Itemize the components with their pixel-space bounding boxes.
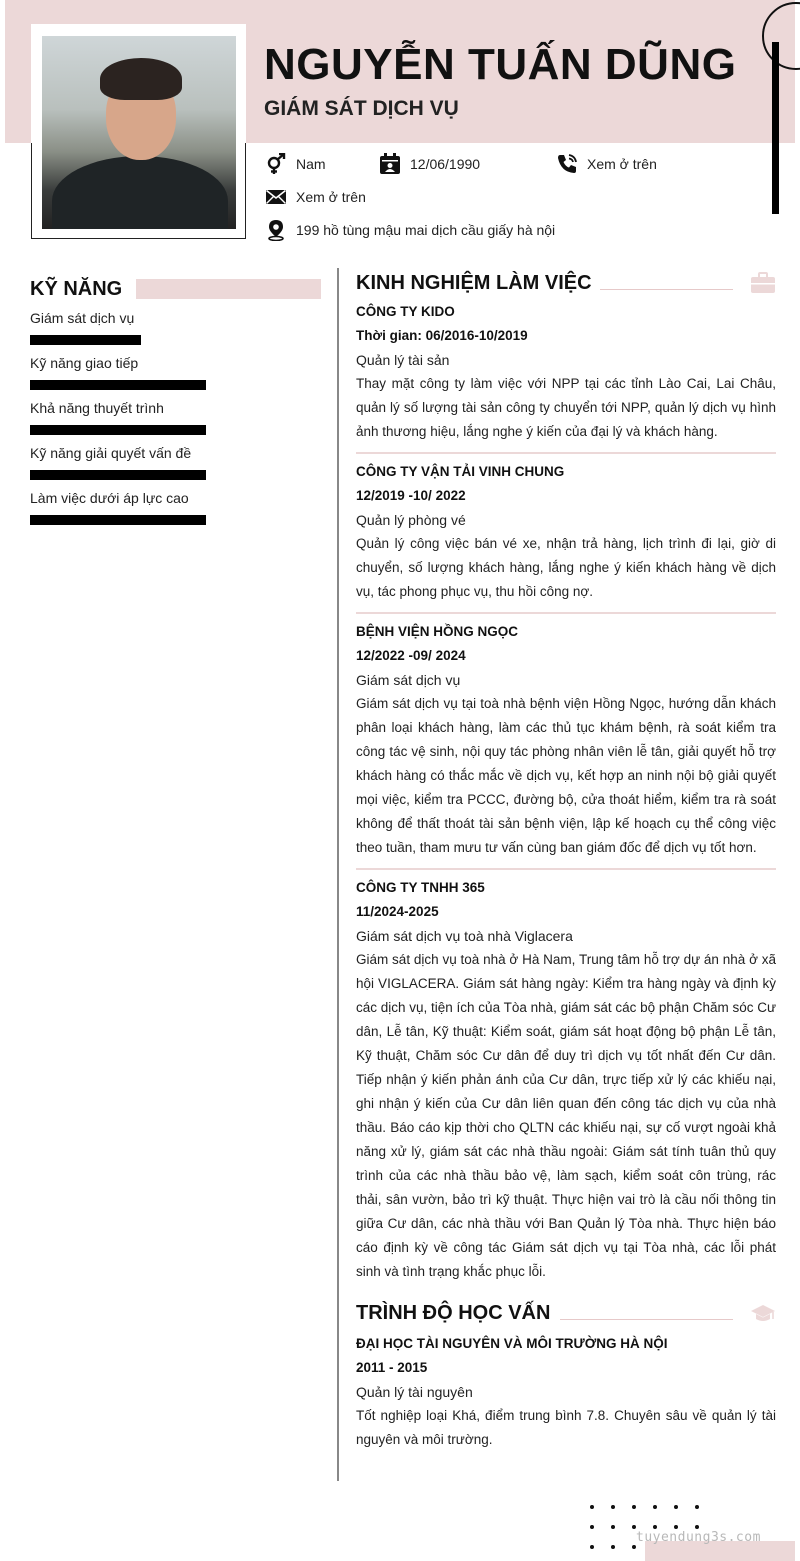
location-pin-icon — [265, 219, 287, 241]
skill-level-bar — [30, 470, 206, 480]
skill-label: Kỹ năng giao tiếp — [30, 355, 139, 371]
skill-item — [30, 355, 322, 390]
job-company: CÔNG TY TNHH 365 — [356, 880, 485, 895]
job-period: Thời gian: 06/2016-10/2019 — [356, 328, 528, 343]
job-separator — [356, 868, 776, 870]
decorative-dot — [674, 1505, 678, 1509]
watermark: tuyendung3s.com — [636, 1530, 761, 1545]
skill-item — [30, 445, 322, 480]
education-description: Tốt nghiệp loại Khá, điểm trung bình 7.8. Chuyên sâu về quản lý tài nguyên và môi trường. — [356, 1408, 776, 1447]
candidate-role: GIÁM SÁT DỊCH VỤ — [264, 97, 459, 120]
skills-title-accent — [136, 279, 321, 299]
skill-item — [30, 310, 322, 345]
job-description: Quản lý công việc bán vé xe, nhận trả hàng, lịch trình đi lại, giờ di chuyển, số lượng khách hàng, lắng nghe ý kiến khách hàng về dịch vụ, tác phong phục vụ, thu hồi công nợ. — [356, 536, 776, 599]
decorative-dot — [611, 1525, 615, 1529]
skill-level-bar — [30, 335, 141, 345]
experience-header — [356, 268, 776, 300]
decorative-dot — [674, 1525, 678, 1529]
address-info — [265, 219, 555, 241]
phone-icon — [556, 153, 578, 175]
email-value: Xem ở trên — [296, 189, 366, 205]
job-company: CÔNG TY VẬN TẢI VINH CHUNG — [356, 464, 565, 479]
decorative-dot — [632, 1505, 636, 1509]
job-period: 12/2022 -09/ 2024 — [356, 648, 466, 663]
column-divider — [337, 268, 339, 1481]
briefcase-icon — [750, 272, 776, 299]
gender-info — [265, 153, 326, 175]
gender-value: Nam — [296, 156, 326, 172]
decorative-dot — [611, 1545, 615, 1549]
job-entry — [356, 620, 776, 860]
skill-level-bar — [30, 380, 206, 390]
main-column — [356, 268, 776, 1452]
decorative-dot — [590, 1505, 594, 1509]
job-description: Giám sát dịch vụ toà nhà ở Hà Nam, Trung tâm hỗ trợ dự án nhà ở xã hội VIGLACERA. Giám sát hàng ngày: Kiểm tra hàng ngày và định kỳ các dịch vụ, tiện ích của Tòa nhà, giám sát các bộ phận Chăm sóc Cư dân, Lễ tân, Kỹ thuật: Kiểm soát, giám sát hoạt động bộ phận Lễ tân, Kỹ thuật, Chăm sóc Cư dân để duy trì dịch vụ tốt nhất đến Cư dân. Tiếp nhận ý kiến phản ánh của Cư dân, trực tiếp xử lý các khiếu nại, ghi nhận ý kiến của Cư dân liên quan đến công tác dịch vụ của nhà thầu. Báo cáo kịp thời cho QLTN các khiếu nại, sự cố vượt ngoài khả năng xử lý, giám sát các nhà thầu ngoài: Giám sát tính tuân thủ quy trình của các nhà thầu bảo vệ, làm sạch, kiểm soát côn trùng, rác thải, sân vườn, bảo trì kỹ thuật. Thực hiện vai trò là cầu nối thông tin giữa Cư dân, các nhà thầu với Ban Quản lý Tòa nhà. Thực hiện báo cáo định kỳ về công tác Giám sát dịch vụ tại Tòa nhà, các lỗi phát sinh và tình trạng khắc phục lỗi. — [356, 952, 777, 1279]
phone-value: Xem ở trên — [587, 156, 657, 172]
job-period: 12/2019 -10/ 2022 — [356, 488, 466, 503]
decorative-dot — [632, 1525, 636, 1529]
gender-icon — [265, 153, 287, 175]
phone-info — [556, 153, 657, 175]
skill-item — [30, 490, 322, 525]
job-entry — [356, 876, 776, 1284]
job-period: 11/2024-2025 — [356, 904, 439, 919]
job-description: Giám sát dịch vụ tại toà nhà bệnh viện Hồng Ngọc, hướng dẫn khách phân loại khách hàng, làm các thủ tục khám bệnh, rà soát kiểm tra công tác vệ sinh, nội quy tác phòng nhân viên lễ tân, giải quyết hỗ trợ khách hàng có thắc mắc về dịch vụ, kết hợp an ninh nội bộ giải quyết mọi việc, kiểm tra PCCC, đường bộ, cửa thoát hiểm, kiểm tra rà soát không để thất thoát tài sản bệnh viện, lập kế hoạch cụ thể công việc theo tuần, tham mưu tư vấn cùng ban giám đốc để dịch vụ tốt hơn. — [356, 696, 776, 855]
job-position: Quản lý phòng vé — [356, 512, 466, 528]
birthday-info — [379, 153, 480, 175]
experience-title: KINH NGHIỆM LÀM VIỆC — [356, 272, 592, 294]
job-entry — [356, 300, 776, 444]
experience-title-line — [600, 289, 733, 290]
job-separator — [356, 612, 776, 614]
education-period: 2011 - 2015 — [356, 1360, 428, 1375]
education-major: Quản lý tài nguyên — [356, 1384, 473, 1400]
job-description: Thay mặt công ty làm việc với NPP tại các tỉnh Lào Cai, Lai Châu, quản lý số lượng tài sản công ty chuyển tới NPP, quản lý dịch vụ hình ảnh thương hiệu, lắng nghe ý kiến của đại lý và khách hàng. — [356, 376, 776, 439]
job-separator — [356, 452, 776, 454]
decorative-dot — [695, 1505, 699, 1509]
decorative-dot — [611, 1505, 615, 1509]
education-title-line — [560, 1319, 733, 1320]
calendar-icon — [379, 153, 401, 175]
skill-label: Kỹ năng giải quyết vấn đề — [30, 445, 192, 461]
job-entry — [356, 460, 776, 604]
avatar — [42, 36, 236, 229]
graduation-cap-icon — [750, 1302, 776, 1329]
skill-level-bar — [30, 515, 206, 525]
job-company: BỆNH VIỆN HỒNG NGỌC — [356, 624, 519, 639]
address-value: 199 hồ tùng mậu mai dịch cầu giấy hà nội — [296, 222, 556, 238]
skill-level-bar — [30, 425, 206, 435]
decorative-dot — [653, 1525, 657, 1529]
skill-label: Làm việc dưới áp lực cao — [30, 490, 189, 506]
birthday-value: 12/06/1990 — [410, 156, 481, 172]
education-title: TRÌNH ĐỘ HỌC VẤN — [356, 1302, 551, 1324]
decorative-dot — [695, 1525, 699, 1529]
skills-section — [30, 270, 322, 535]
school-name: ĐẠI HỌC TÀI NGUYÊN VÀ MÔI TRƯỜNG HÀ NỘI — [356, 1336, 668, 1351]
decorative-dot — [632, 1545, 636, 1549]
education-header — [356, 1298, 776, 1332]
job-position: Giám sát dịch vụ — [356, 672, 461, 688]
decorative-bar — [772, 42, 779, 214]
skills-list — [30, 310, 322, 525]
envelope-icon — [265, 186, 287, 208]
education-entry — [356, 1332, 776, 1452]
jobs-list — [356, 300, 776, 1284]
email-info — [265, 186, 366, 208]
candidate-name: NGUYỄN TUẤN DŨNG — [264, 40, 737, 89]
job-position: Giám sát dịch vụ toà nhà Viglacera — [356, 928, 573, 944]
decorative-dot — [653, 1505, 657, 1509]
skills-title: KỸ NĂNG — [30, 278, 123, 300]
decorative-dot — [590, 1545, 594, 1549]
skill-item — [30, 400, 322, 435]
job-position: Quản lý tài sản — [356, 352, 450, 368]
skill-label: Khả năng thuyết trình — [30, 400, 164, 416]
job-company: CÔNG TY KIDO — [356, 304, 455, 319]
skill-label: Giám sát dịch vụ — [30, 310, 135, 326]
decorative-dot — [590, 1525, 594, 1529]
